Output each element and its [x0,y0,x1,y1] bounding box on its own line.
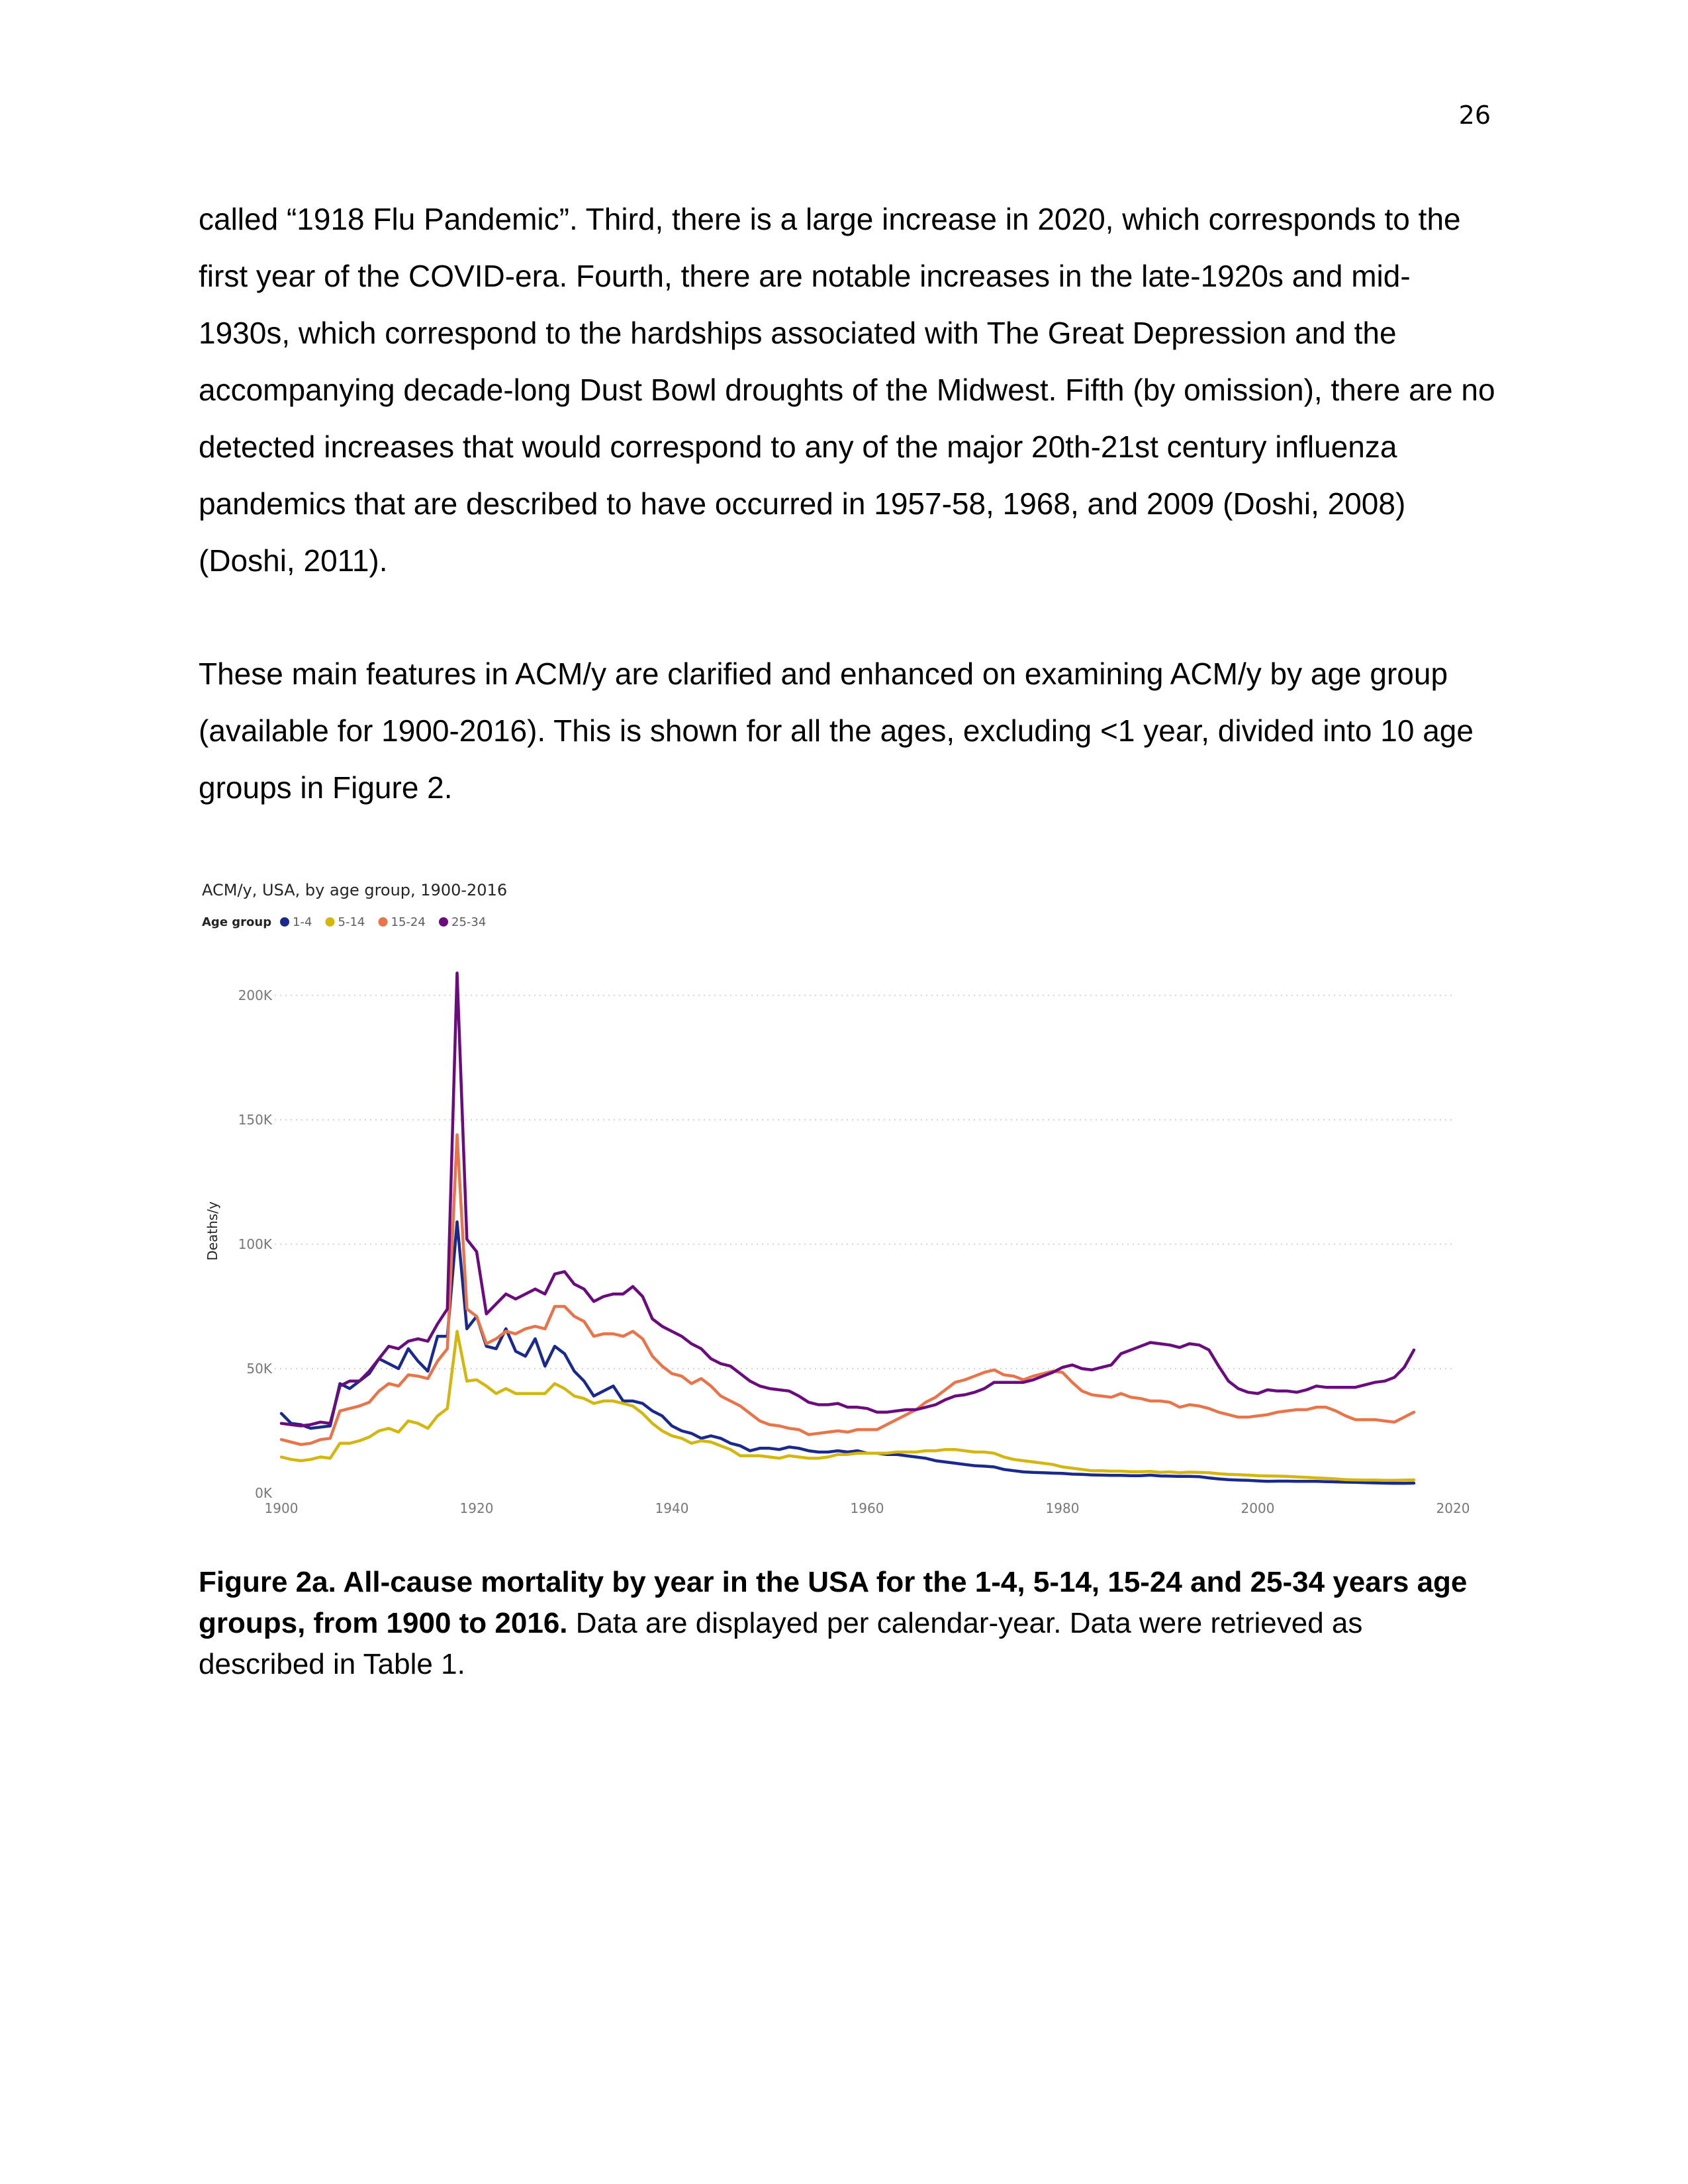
x-tick-label: 2000 [1241,1500,1275,1516]
legend-label: 15-24 [391,915,426,929]
chart-legend [280,915,486,929]
x-tick-label: 1920 [459,1500,494,1516]
paragraph-text: called “1918 Flu Pandemic”. Third, there is a large increase in 2020, which corresponds to the first year of the COVID-era. Fourth, there are notable increases in the late-1920s and mid-1930s, which correspond to the hardships associated with The Great Depression and the accompanying decade-long Dust Bowl droughts of the Midwest. Fifth (by omission), there are no detected increases that would correspond to any of the major 20th-21st century influenza pandemics that are described to have occurred in 1957-58, 1968, and 2009 (Doshi, 2008) (Doshi, 2011). [199,202,1495,578]
y-tick-label: 150K [238,1112,272,1128]
mortality-line-chart [192,874,1489,1535]
legend-marker [326,917,335,927]
x-tick-label: 1980 [1045,1500,1080,1516]
legend-label: 1-4 [293,915,312,929]
legend-label: 5-14 [338,915,365,929]
page-number: 26 [1458,101,1491,130]
y-tick-label: 200K [238,987,272,1003]
chart-title: ACM/y, USA, by age group, 1900-2016 [202,881,508,899]
caption-text: Data are displayed per calendar-year. Data were retrieved as described in Table 1. [199,1607,1363,1680]
chart-series [281,973,1414,1483]
legend-title: Age group [202,915,272,929]
body-paragraph-1 [199,191,1496,589]
y-axis [238,987,273,1501]
y-tick-label: 100K [238,1236,272,1252]
x-tick-label: 1940 [655,1500,689,1516]
x-tick-label: 2020 [1436,1500,1470,1516]
x-tick-label: 1960 [850,1500,884,1516]
legend-marker [379,917,388,927]
legend-marker [439,917,448,927]
series-line-25-34 [281,973,1414,1426]
y-axis-label: Deaths/y [205,1201,220,1261]
figure-caption [199,1562,1496,1685]
x-axis [265,1500,1470,1516]
legend-marker [280,917,289,927]
y-tick-label: 0K [255,1485,272,1501]
legend-label: 25-34 [451,915,487,929]
x-tick-label: 1900 [264,1500,299,1516]
caption-bold: Figure 2a. All-cause mortality by year in the USA for the 1-4, 5-14, 15-24 and 25-34 years age groups, from 1900 to 2016. [199,1566,1468,1639]
body-paragraph-2 [199,645,1496,816]
paragraph-text: These main features in ACM/y are clarified and enhanced on examining ACM/y by age group (available for 1900-2016). This is shown for all the ages, excluding <1 year, divided into 10 age groups in Figure 2. [199,657,1474,805]
y-tick-label: 50K [246,1361,272,1377]
